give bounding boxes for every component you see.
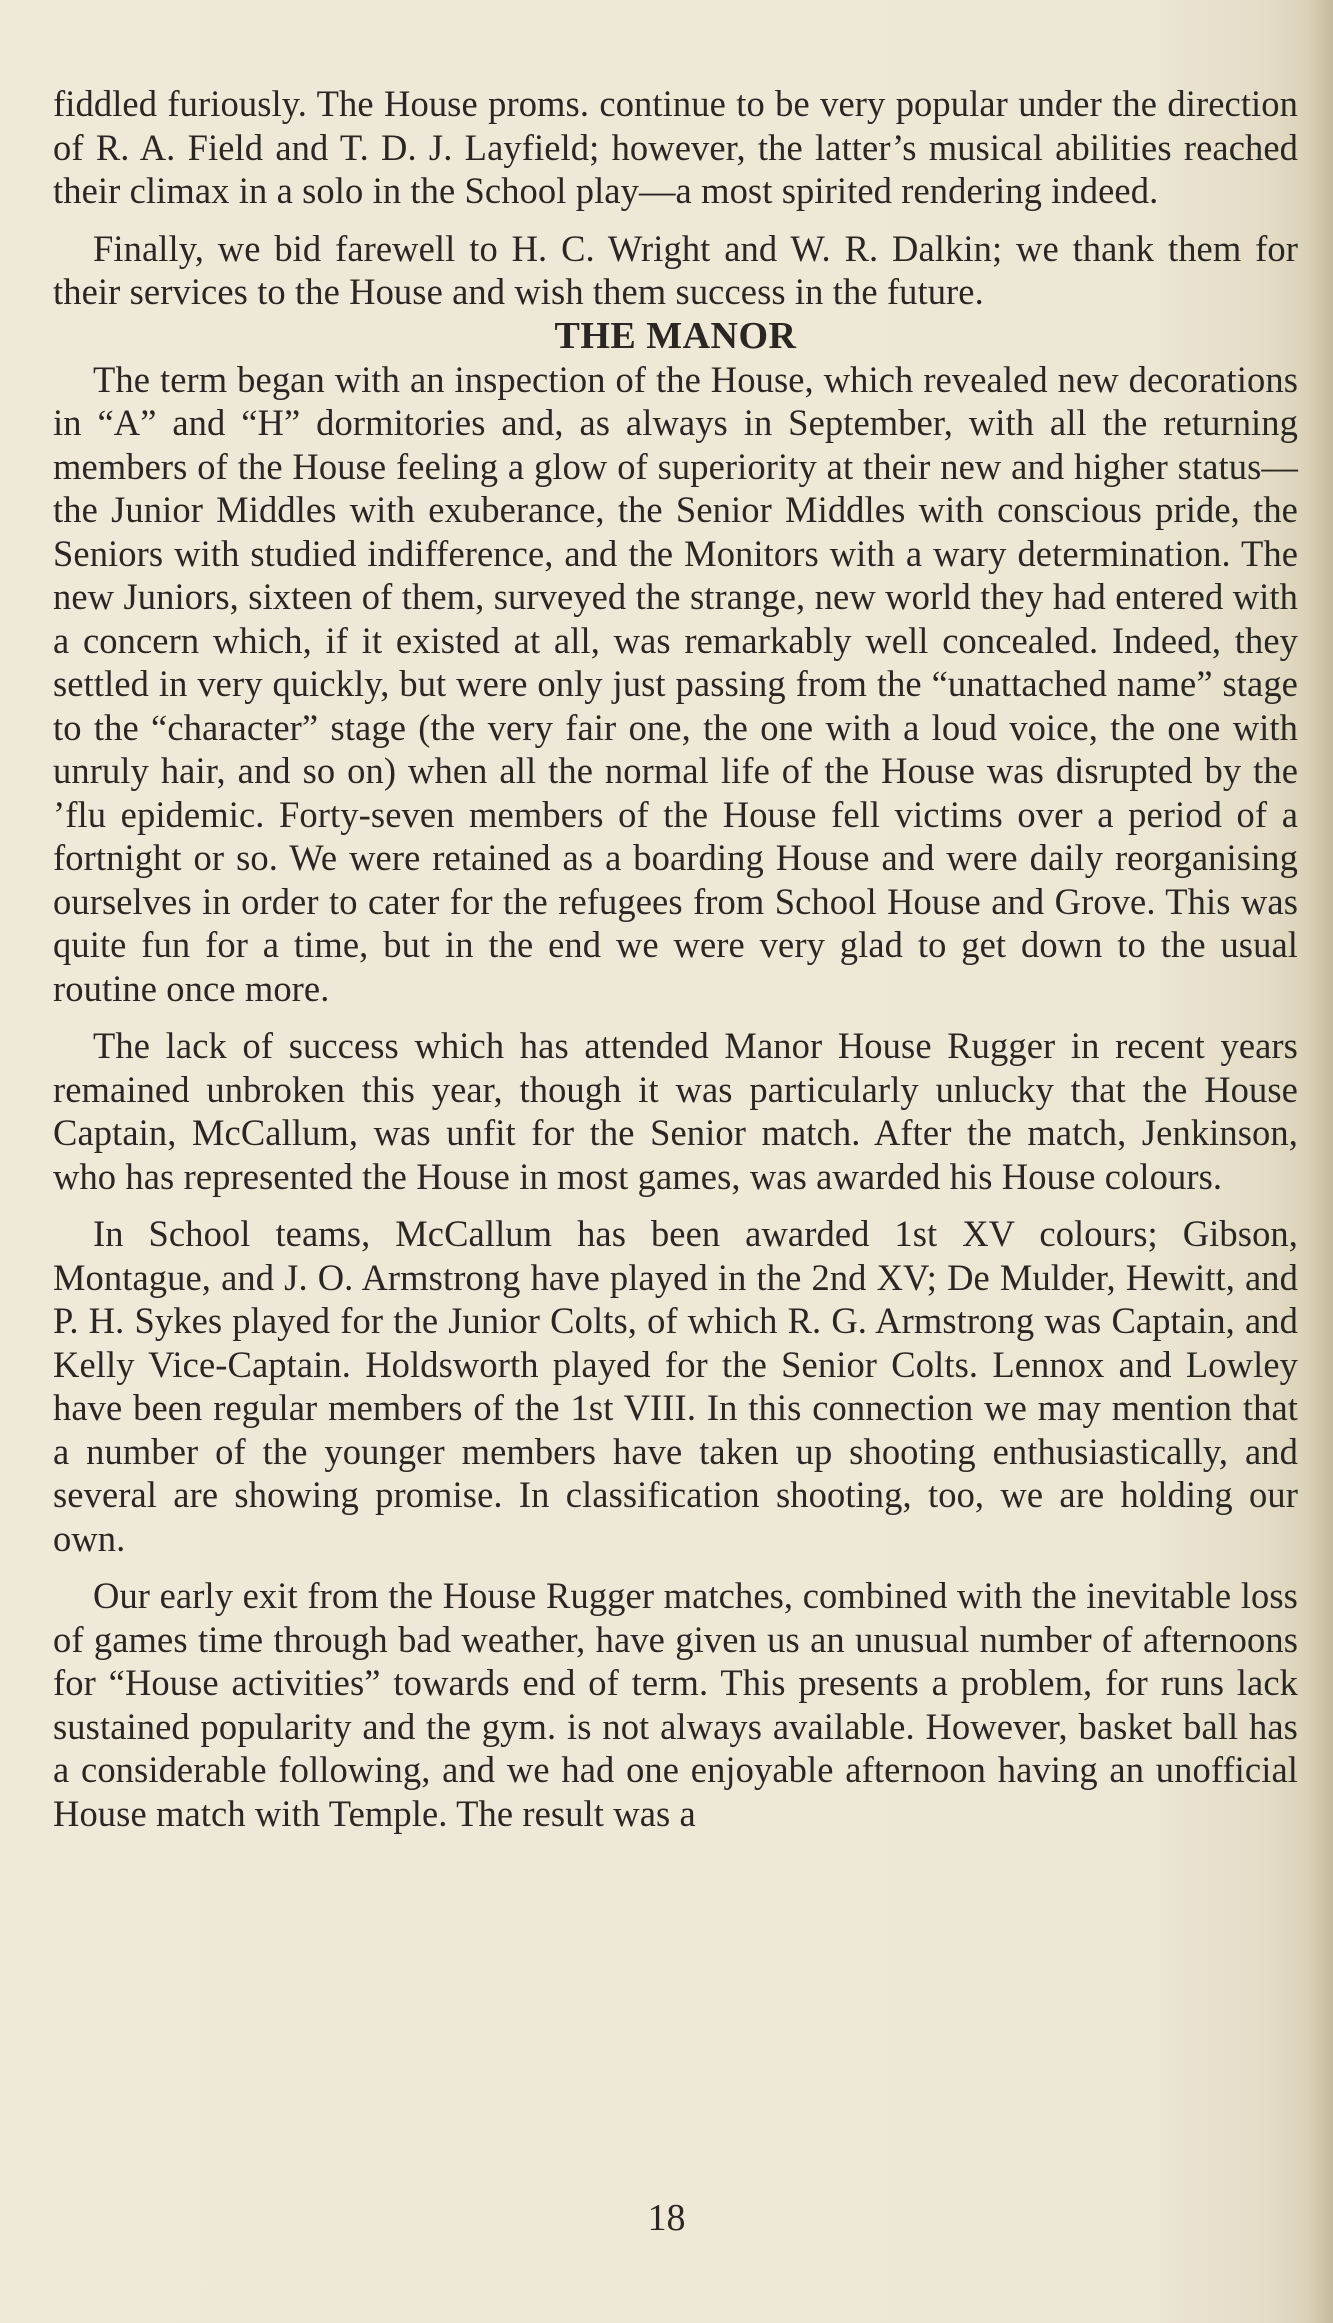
paragraph-activities: Our early exit from the House Rugger matches, combined with the inevitable loss of games time through bad weather, have given us an unusual number of afternoons for “House activities” towards end of term. This presents a problem, for runs lack sustained popularity and the gym. is not always available. However, basket ball has a considerable following, and we had one enjoyable afternoon having an unofficial House match with Temple. The result was a bbox=[53, 1575, 1298, 1834]
page-number: 18 bbox=[647, 2197, 686, 2239]
section-heading: THE MANOR bbox=[554, 314, 797, 357]
paragraph-farewell: Finally, we bid farewell to H. C. Wright and W. R. Dalkin; we thank them for their services to the House and wish them success in the future. bbox=[53, 227, 1298, 312]
page-content bbox=[53, 82, 1298, 1835]
paragraph-school-teams: In School teams, McCallum has been awarded 1st XV colours; Gibson, Montague, and J. O. Armstrong have played in the 2nd XV; De Mulder, Hewitt, and P. H. Sykes played for the Junior Colts, of which R. G. Armstrong was Captain, and Kelly Vice-Captain. Holdsworth played for the Senior Colts. Lennox and Lowley have been regular members of the 1st VIII. In this connection we may mention that a number of the younger members have taken up shooting enthusiastically, and several are showing promise. In classification shooting, too, we are holding our own. bbox=[53, 1213, 1298, 1559]
paragraph-continued: fiddled furiously. The House proms. continue to be very popular under the direction of R. A. Field and T. D. J. Layfield; however, the latter’s musical abilities reached their climax in a solo in the School play—a most spirited rendering indeed. bbox=[53, 83, 1298, 211]
paragraph-rugger: The lack of success which has attended Manor House Rugger in recent years remained unbroken this year, though it was particularly unlucky that the House Captain, McCallum, was unfit for the Senior match. After the match, Jenkinson, who has represented the House in most games, was awarded his House colours. bbox=[53, 1025, 1298, 1197]
paragraph-term: The term began with an inspection of the House, which revealed new decorations in “A” and “H” dormitories and, as always in September, with all the returning members of the House feeling a glow of superiority at their new and higher status—the Junior Middles with exuberance, the Senior Middles with conscious pride, the Seniors with studied indifference, and the Monitors with a wary determination. The new Juniors, sixteen of them, surveyed the strange, new world they had entered with a concern which, if it existed at all, was remarkably well concealed. Indeed, they settled in very quickly, but were only just passing from the “unattached name” stage to the “character” stage (the very fair one, the one with a loud voice, the one with unruly hair, and so on) when all the normal life of the House was disrupted by the ’flu epidemic. Forty-seven members of the House fell victims over a period of a fortnight or so. We were retained as a boarding House and were daily reorganising ourselves in order to cater for the refugees from School House and Grove. This was quite fun for a time, but in the end we were very glad to get down to the usual routine once more. bbox=[53, 358, 1298, 1009]
page-edge-shadow bbox=[1307, 0, 1333, 2323]
